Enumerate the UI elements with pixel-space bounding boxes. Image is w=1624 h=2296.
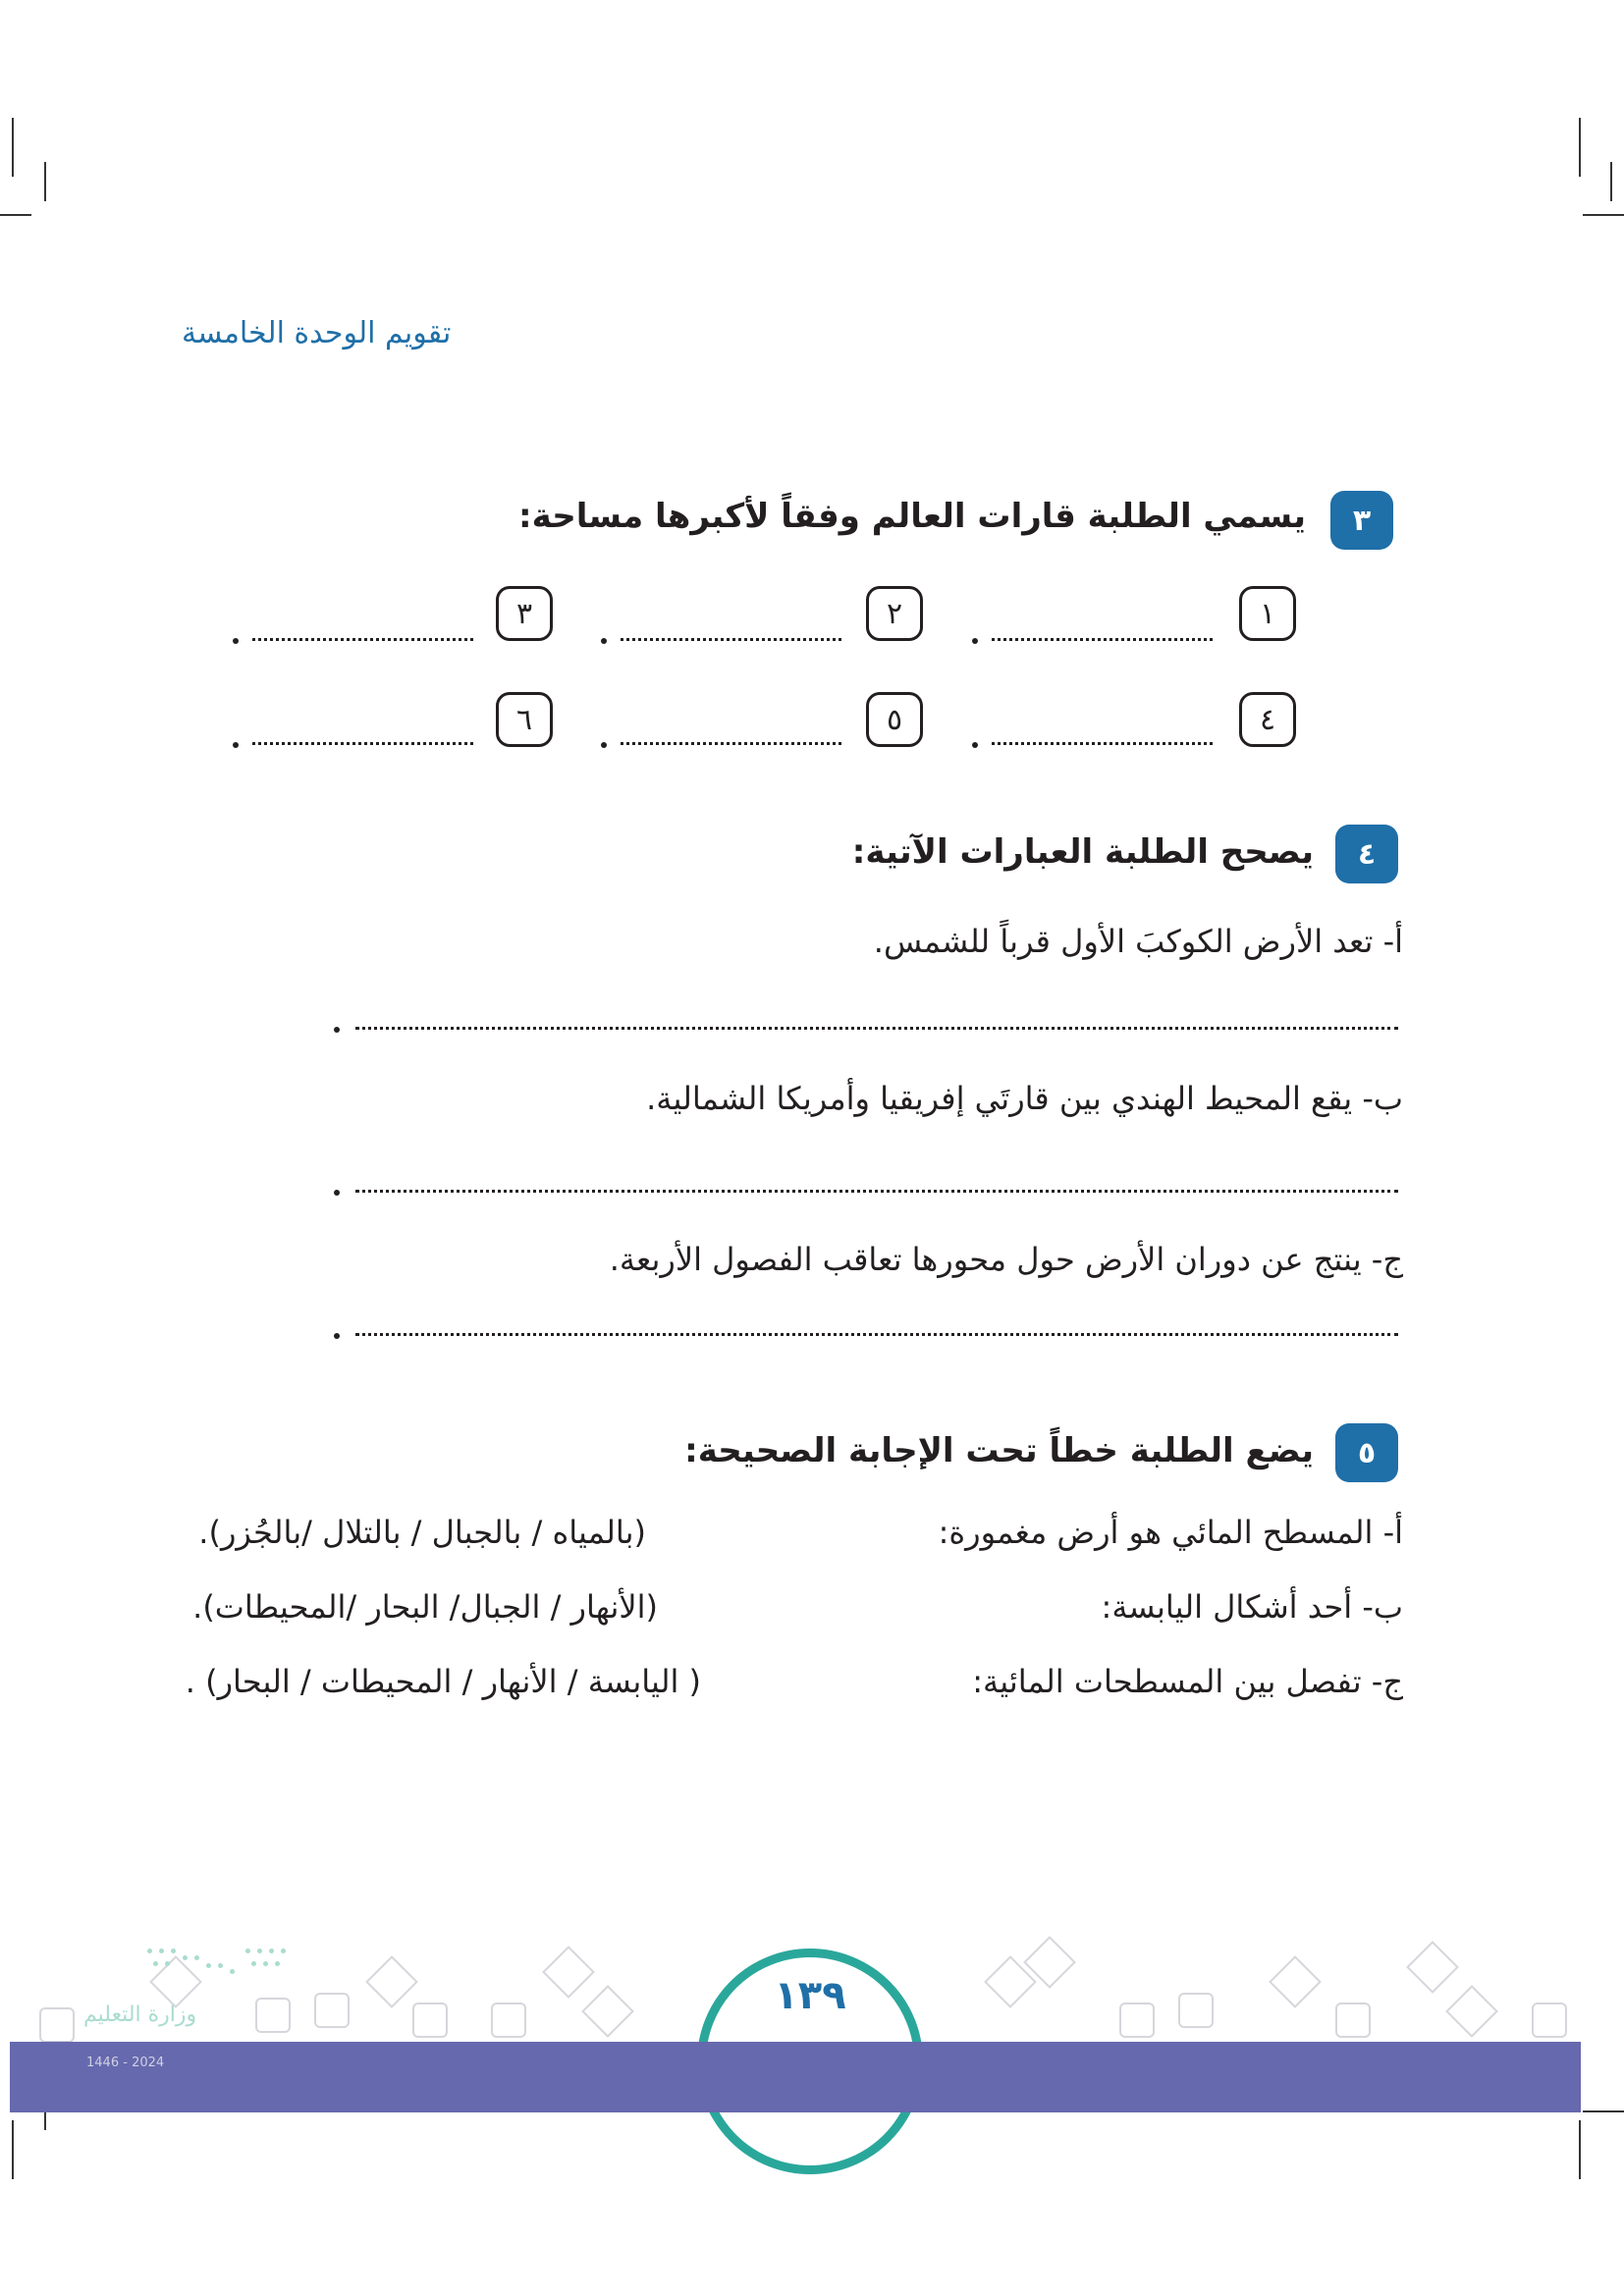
answer-blank-1[interactable]: [992, 638, 1213, 641]
decorative-pattern: [1269, 1955, 1322, 2008]
period-dot: [334, 1333, 340, 1339]
logo-dot: [171, 1949, 176, 1953]
mcq-options-b[interactable]: (الأنهار / الجبال/ البحار /المحيطات).: [192, 1588, 658, 1626]
period-dot: [972, 742, 978, 748]
statement-a: أ- تعد الأرض الكوكبَ الأول قرباً للشمس.: [873, 923, 1403, 960]
correction-blank-c[interactable]: [355, 1333, 1398, 1336]
logo-dot: [230, 1969, 235, 1974]
decorative-pattern: [39, 2007, 75, 2043]
answer-blank-5[interactable]: [621, 742, 841, 745]
ministry-logo-year: 2024 - 1446: [86, 2056, 165, 2070]
statement-b: ب- يقع المحيط الهندي بين قارتَي إفريقيا وأمريكا الشمالية.: [646, 1080, 1403, 1117]
period-dot: [233, 742, 239, 748]
page-number: ١٣٩: [774, 1973, 846, 2018]
period-dot: [972, 638, 978, 644]
continent-number-1: ١: [1239, 586, 1296, 641]
decorative-pattern: [314, 1993, 350, 2028]
continent-number-5: ٥: [866, 692, 923, 747]
answer-blank-3[interactable]: [252, 638, 473, 641]
mcq-prompt-a: أ- المسطح المائي هو أرض مغمورة:: [938, 1514, 1403, 1551]
logo-dot: [275, 1961, 280, 1966]
logo-dot: [245, 1949, 250, 1953]
continent-number-3: ٣: [496, 586, 553, 641]
decorative-pattern: [365, 1955, 418, 2008]
logo-dot: [269, 1949, 274, 1953]
period-dot: [233, 638, 239, 644]
logo-dot: [147, 1949, 152, 1953]
decorative-pattern: [412, 2002, 448, 2038]
crop-mark: [1610, 162, 1612, 201]
crop-mark: [1583, 214, 1624, 216]
continent-number-4: ٤: [1239, 692, 1296, 747]
footer-band: [10, 2042, 1581, 2112]
statement-c: ج- ينتج عن دوران الأرض حول محورها تعاقب الفصول الأربعة.: [609, 1241, 1403, 1278]
decorative-pattern: [1335, 2002, 1371, 2038]
decorative-pattern: [491, 2002, 526, 2038]
crop-mark: [1583, 2110, 1624, 2112]
question-5-badge: ٥: [1335, 1423, 1398, 1482]
answer-blank-2[interactable]: [621, 638, 841, 641]
crop-mark: [1579, 2120, 1581, 2179]
correction-blank-a[interactable]: [355, 1027, 1398, 1030]
answer-blank-4[interactable]: [992, 742, 1213, 745]
logo-dot: [251, 1961, 256, 1966]
answer-blank-6[interactable]: [252, 742, 473, 745]
logo-dot: [165, 1961, 170, 1966]
decorative-pattern: [1406, 1941, 1459, 1994]
decorative-pattern: [542, 1946, 595, 1999]
crop-mark: [12, 118, 14, 177]
continent-number-2: ٢: [866, 586, 923, 641]
mcq-options-a[interactable]: (بالمياه / بالجبال / بالتلال /بالجُزر).: [198, 1514, 646, 1551]
logo-dot: [194, 1955, 199, 1960]
logo-dot: [281, 1949, 286, 1953]
logo-dot: [263, 1961, 268, 1966]
logo-dot: [218, 1963, 223, 1968]
crop-mark: [12, 2120, 14, 2179]
question-3-badge: ٣: [1330, 491, 1393, 550]
decorative-pattern: [255, 1998, 291, 2033]
ministry-logo-text: وزارة التعليم: [83, 2002, 197, 2027]
logo-dot: [153, 1961, 158, 1966]
unit-review-title: تقويم الوحدة الخامسة: [182, 316, 452, 350]
question-4-badge: ٤: [1335, 825, 1398, 883]
mcq-prompt-c: ج- تفصل بين المسطحات المائية:: [972, 1663, 1403, 1700]
period-dot: [334, 1190, 340, 1196]
mcq-prompt-b: ب- أحد أشكال اليابسة:: [1101, 1588, 1403, 1626]
logo-dot: [183, 1955, 188, 1960]
decorative-pattern: [1119, 2002, 1155, 2038]
decorative-pattern: [1445, 1985, 1498, 2038]
question-3-title: يسمي الطلبة قارات العالم وفقاً لأكبرها مساحة:: [518, 497, 1306, 536]
logo-dot: [159, 1949, 164, 1953]
logo-dot: [206, 1963, 211, 1968]
crop-mark: [0, 214, 31, 216]
question-5-title: يضع الطلبة خطاً تحت الإجابة الصحيحة:: [684, 1431, 1314, 1470]
question-4-title: يصحح الطلبة العبارات الآتية:: [851, 832, 1314, 872]
crop-mark: [44, 162, 46, 201]
decorative-pattern: [1532, 2002, 1567, 2038]
decorative-pattern: [581, 1985, 634, 2038]
logo-dot: [257, 1949, 262, 1953]
period-dot: [334, 1027, 340, 1033]
period-dot: [601, 742, 607, 748]
decorative-pattern: [1178, 1993, 1214, 2028]
mcq-options-c[interactable]: ( اليابسة / الأنهار / المحيطات / البحار) .: [185, 1663, 701, 1700]
continent-number-6: ٦: [496, 692, 553, 747]
crop-mark: [1579, 118, 1581, 177]
correction-blank-b[interactable]: [355, 1190, 1398, 1193]
period-dot: [601, 638, 607, 644]
